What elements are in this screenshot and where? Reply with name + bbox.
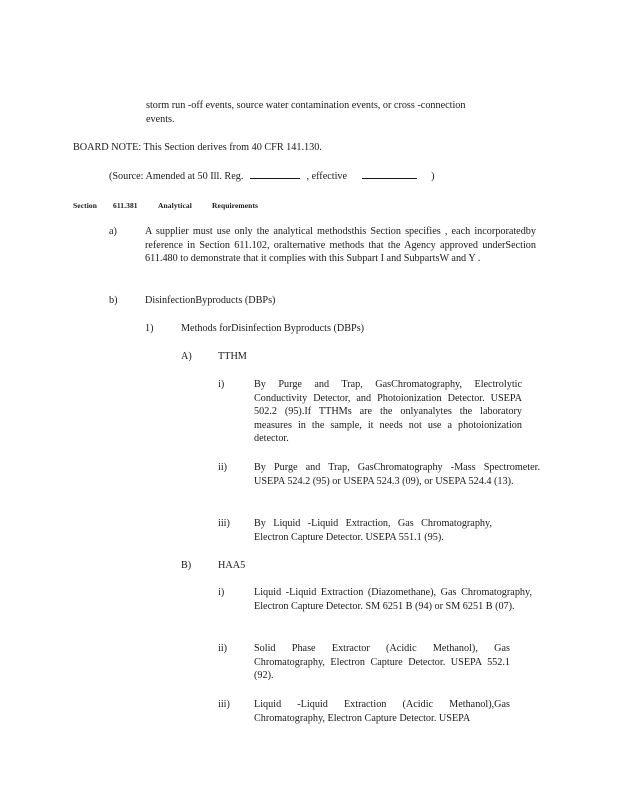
haa5-i-text: Liquid -Liquid Extraction (Diazomethane), Gas Chromatography, Electron Capture Detector. SM 6251 B (94) or SM 6251 B (07). xyxy=(254,587,532,612)
item-1-marker: 1) xyxy=(145,323,154,334)
board-note: BOARD NOTE: This Section derives from 40 CFR 141.130. xyxy=(73,142,322,153)
section-label: Section xyxy=(73,201,98,210)
effective-date-blank xyxy=(362,169,417,179)
para-a-marker: a) xyxy=(109,226,117,237)
haa5-ii-marker: ii) xyxy=(218,643,228,654)
tthm-ii-marker: ii) xyxy=(218,462,228,473)
item-1-text: Methods forDisinfection Byproducts (DBPs) xyxy=(181,323,365,334)
haa5-iii-marker: iii) xyxy=(218,699,230,710)
source-prefix: (Source: Amended at 50 Ill. Reg. xyxy=(109,171,244,182)
tthm-iii-marker: iii) xyxy=(218,518,230,529)
item-b-text: HAA5 xyxy=(218,560,246,571)
item-a-text: TTHM xyxy=(218,351,247,362)
para-a-text: A supplier must use only the analytical methodsthis Section specifies , each incorporatedby reference in Section 611.102, oralternative methods that the Agency approved underSection 611.480 to demonstrate that it complies with this Subpart I and SubpartsW and Y . xyxy=(145,226,536,265)
item-b-marker: B) xyxy=(181,560,192,571)
section-title-2: Requirements xyxy=(212,201,259,210)
tthm-i-marker: i) xyxy=(218,379,225,390)
tthm-ii-text: By Purge and Trap, GasChromatography -Mass Spectrometer. USEPA 524.2 (95) or USEPA 524.3 (09), or USEPA 524.4 (13). xyxy=(254,462,540,487)
register-blank xyxy=(250,169,300,179)
continuation-line-2: events. xyxy=(146,113,175,125)
source-line xyxy=(109,169,435,184)
haa5-iii-text: Liquid -Liquid Extraction (Acidic Methanol),Gas Chromatography, Electron Capture Detector. USEPA xyxy=(254,699,510,724)
source-suffix: ) xyxy=(431,171,435,182)
section-title-1: Analytical xyxy=(158,201,192,210)
tthm-i-text: By Purge and Trap, GasChromatography, Electrolytic Conductivity Detector, and Photoionization Detector. USEPA 502.2 (95).If TTHMs are the onlyanalytes the laboratory measures in the sample, it needs not use a photoionization detector. xyxy=(254,379,522,445)
haa5-i-marker: i) xyxy=(218,587,225,598)
haa5-ii-text: Solid Phase Extractor (Acidic Methanol), Gas Chromatography, Electron Capture Detector. USEPA 552.1 (92). xyxy=(254,643,510,682)
source-middle: , effective xyxy=(306,171,348,182)
para-b-marker: b) xyxy=(109,295,118,306)
continuation-line-1: storm run -off events, source water contamination events, or cross -connection xyxy=(146,100,466,111)
item-a-marker: A) xyxy=(181,351,192,362)
para-b-text: DisinfectionByproducts (DBPs) xyxy=(145,295,276,306)
continuation-text xyxy=(146,99,506,126)
tthm-iii-text: By Liquid -Liquid Extraction, Gas Chromatography, Electron Capture Detector. USEPA 551.1 (95). xyxy=(254,518,492,543)
section-number: 611.381 xyxy=(113,201,138,210)
